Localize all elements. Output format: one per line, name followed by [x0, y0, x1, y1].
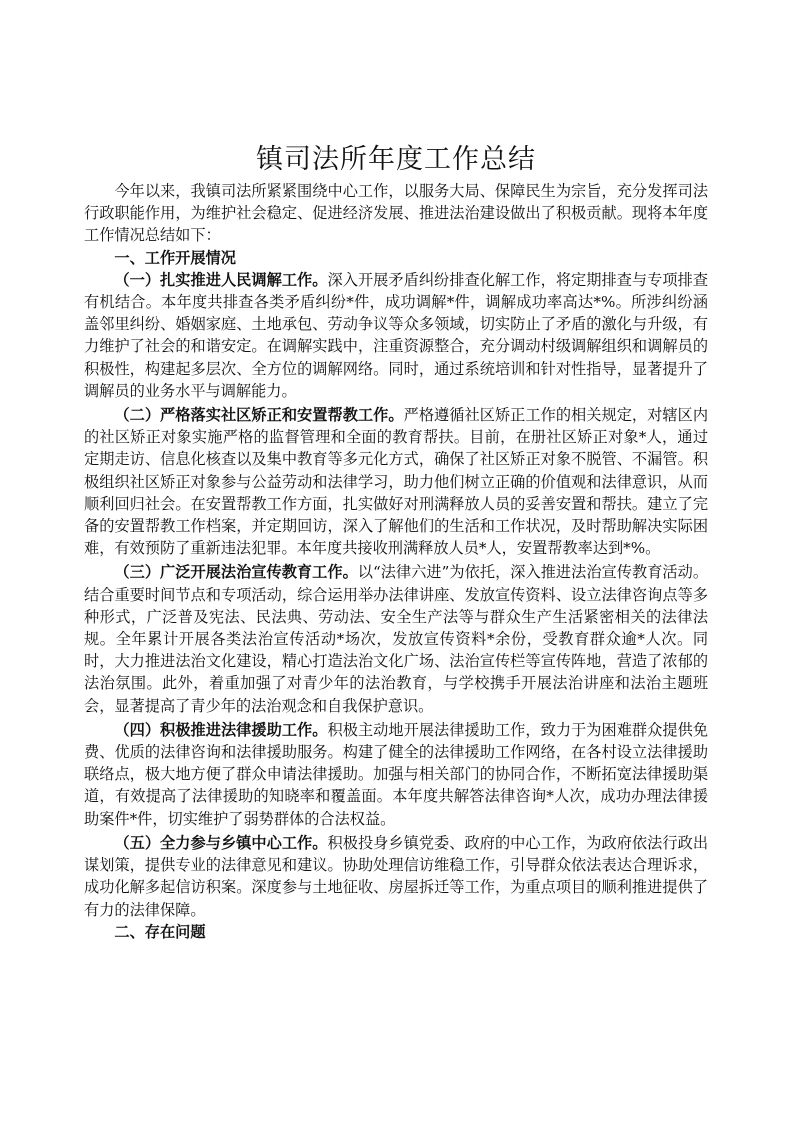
- item-paragraph-legal-aid: [84, 719, 708, 830]
- item-heading: （一）扎实推进人民调解工作。: [114, 270, 328, 289]
- item-heading: （二）严格落实社区矫正和安置帮教工作。: [114, 406, 404, 425]
- intro-paragraph: 今年以来，我镇司法所紧紧围绕中心工作，以服务大局、保障民生为宗旨，充分发挥司法行政职能作用，为维护社会稳定、促进经济发展、推进法治建设做出了积极贡献。现将本年度工作情况总结如下：: [84, 182, 708, 245]
- item-body: 积极主动地开展法律援助工作，致力于为困难群众提供免费、优质的法律咨询和法律援助服务。构建了健全的法律援助工作网络，在各村设立法律援助联络点，极大地方便了群众申请法律援助。加强与相关部门的协同合作，不断拓宽法律援助渠道，有效提高了法律援助的知晓率和覆盖面。本年度共解答法律咨询*人次，成功办理法律援助案件*件，切实维护了弱势群体的合法权益。: [84, 720, 709, 828]
- item-body: 积极投身乡镇党委、政府的中心工作，为政府依法行政出谋划策，提供专业的法律意见和建议。协助处理信访维稳工作，引导群众依法表达合理诉求，成功化解多起信访积案。深度参与土地征收、房屋拆迁等工作，为重点项目的顺利推进提供了有力的法律保障。: [84, 833, 709, 919]
- item-paragraph-central-work: [84, 832, 708, 921]
- section-heading-problems: 二、存在问题: [114, 922, 206, 941]
- item-heading: （四）积极推进法律援助工作。: [114, 720, 328, 739]
- item-body: 以“法律六进”为依托，深入推进法治宣传教育活动。结合重要时间节点和专项活动，综合运用举办法律讲座、发放宣传资料、设立法律咨询点等多种形式，广泛普及宪法、民法典、劳动法、安全生产法等与群众生产生活紧密相关的法律法规。全年累计开展各类法治宣传活动*场次，发放宣传资料*余份，受教育群众逾*人次。同时，大力推进法治文化建设，精心打造法治文化广场、法治宣传栏等宣传阵地，营造了浓郁的法治氛围。此外，着重加强了对青少年的法治教育，与学校携手开展法治讲座和法治主题班会，显著提高了青少年的法治观念和自我保护意识。: [84, 563, 709, 715]
- section-heading-work: 一、工作开展情况: [114, 248, 236, 267]
- item-heading: （五）全力参与乡镇中心工作。: [114, 833, 328, 852]
- item-paragraph-mediation: [84, 269, 708, 402]
- item-body: 深入开展矛盾纠纷排查化解工作，将定期排查与专项排查有机结合。本年度共排查各类矛盾纠纷*件，成功调解*件，调解成功率高达*%。所涉纠纷涵盖邻里纠纷、婚姻家庭、土地承包、劳动争议等众多领域，切实防止了矛盾的激化与升级，有力维护了社会的和谐安定。在调解实践中，注重资源整合，充分调动村级调解组织和调解员的积极性，构建起多层次、全方位的调解网络。同时，通过系统培训和针对性指导，显著提升了调解员的业务水平与调解能力。: [84, 270, 709, 400]
- item-paragraph-correction: [84, 404, 708, 559]
- item-heading: （三）广泛开展法治宣传教育工作。: [114, 563, 358, 582]
- document-title: 镇司法所年度工作总结: [256, 144, 536, 175]
- document-page: [84, 140, 708, 943]
- item-body: 严格遵循社区矫正工作的相关规定，对辖区内的社区矫正对象实施严格的监督管理和全面的教育帮扶。目前，在册社区矫正对象*人，通过定期走访、信息化核查以及集中教育等多元化方式，确保了社区矫正对象不脱管、不漏管。积极组织社区矫正对象参与公益劳动和法律学习，助力他们树立正确的价值观和法律意识，从而顺利回归社会。在安置帮教工作方面，扎实做好对刑满释放人员的妥善安置和帮扶。建立了完备的安置帮教工作档案，并定期回访，深入了解他们的生活和工作状况，及时帮助解决实际困难，有效预防了重新违法犯罪。本年度共接收刑满释放人员*人，安置帮教率达到*%。: [84, 406, 709, 558]
- item-paragraph-publicity: [84, 561, 708, 716]
